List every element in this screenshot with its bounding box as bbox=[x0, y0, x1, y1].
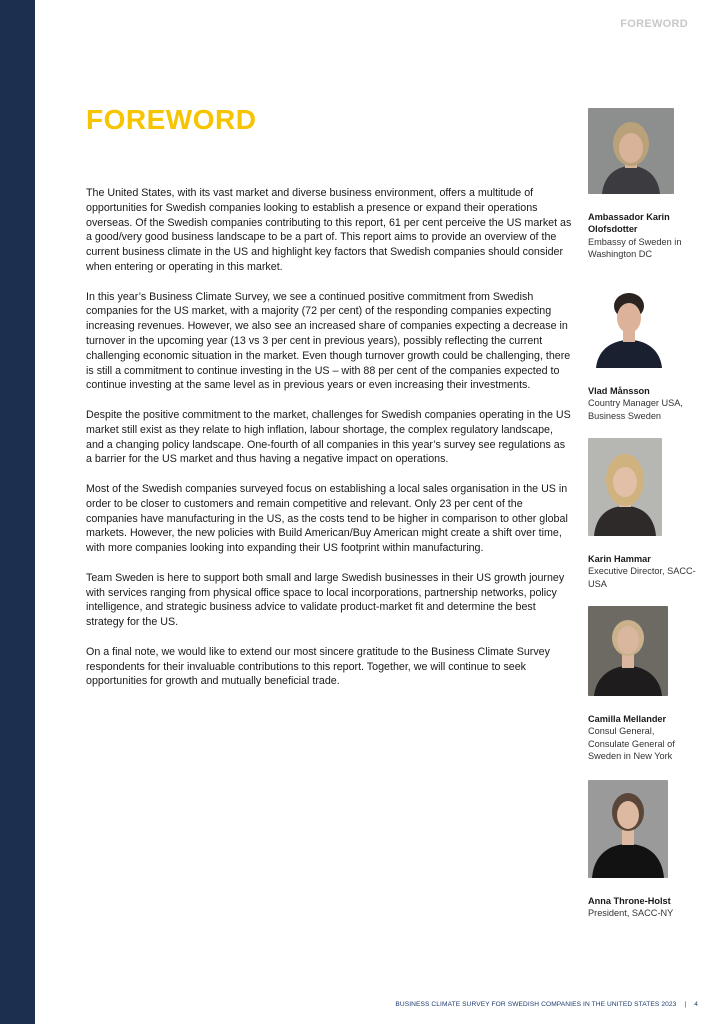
portrait-photo bbox=[588, 606, 668, 696]
person-name: Vlad Månsson bbox=[588, 386, 650, 396]
person-name: Anna Throne-Holst bbox=[588, 896, 671, 906]
person-role: Country Manager USA, Business Sweden bbox=[588, 398, 683, 421]
person-name: Ambassador Karin Olofsdotter bbox=[588, 212, 670, 235]
photo-face bbox=[617, 801, 639, 829]
footer bbox=[395, 1001, 698, 1008]
page-number: 4 bbox=[694, 1001, 698, 1008]
paragraph: Despite the positive commitment to the market, challenges for Swedish companies operating in the US market still exist as they relate to high inflation, labour shortage, the complex regulatory landscape, and a changing policy landscape. One-fourth of all companies in this year’s survey see regulations as a barrier for the US market and thus having a negative impact on operations. bbox=[86, 408, 571, 466]
paragraph: Most of the Swedish companies surveyed focus on establishing a local sales organisation in the US in order to be closer to customers and remain competitive and relevant. Only 23 per cent of the companies have manufacturing in the US, as the costs tend to be higher in comparison to other global markets. However, the new policies with Build American/Buy American might create a shift over time, with more companies looking into expanding their US footprint within manufacturing. bbox=[86, 482, 568, 555]
paragraph: The United States, with its vast market and diverse business environment, offers a multitude of opportunities for Swedish companies looking to establish a presence or expand their operations overseas. Of the Swedish companies contributing to this report, 61 per cent perceive the US market as a good/very good business landscape to be a part of. This report aims to provide an overview of the current business climate in the US and highlight key factors that Swedish companies should consider when entering or operating in this market. bbox=[86, 187, 572, 273]
person-card bbox=[588, 278, 698, 422]
portrait-photo bbox=[588, 108, 674, 194]
portrait-photo bbox=[588, 278, 670, 368]
person-role: Executive Director, SACC-USA bbox=[588, 566, 696, 589]
body-text bbox=[86, 186, 572, 704]
person-name: Karin Hammar bbox=[588, 554, 651, 564]
photo-face bbox=[617, 303, 641, 333]
portrait-photo bbox=[588, 438, 662, 536]
portrait-photo bbox=[588, 780, 668, 878]
footer-text: BUSINESS CLIMATE SURVEY FOR SWEDISH COMPANIES IN THE UNITED STATES 2023 bbox=[395, 1001, 677, 1008]
page-title: FOREWORD bbox=[86, 104, 257, 135]
person-name: Camilla Mellander bbox=[588, 714, 667, 724]
person-card bbox=[588, 606, 698, 763]
photo-face bbox=[619, 133, 643, 163]
paragraph: On a final note, we would like to extend our most sincere gratitude to the Business Climate Survey respondents for their invaluable contributions to this report. Together, we will continue to seek opportunities for growth and mutually beneficial trade. bbox=[86, 645, 550, 688]
sidebar-bar bbox=[0, 0, 35, 1024]
person-role: Embassy of Sweden in Washington DC bbox=[588, 236, 682, 260]
paragraph: Team Sweden is here to support both small and large Swedish businesses in their US growth journey with services ranging from physical office space to local incorporations, partnership networks, policy intelligence, and strategic business advice to validate product-market fit and determine the best strategy for the US. bbox=[86, 571, 565, 629]
person-card bbox=[588, 438, 698, 590]
paragraph: In this year’s Business Climate Survey, we see a continued positive commitment from Swedish companies for the US market, with a majority (72 per cent) of the responding companies expecting increasing revenues. However, we also see an increased share of companies expecting a decrease in turnover in the upcoming year (13 vs 3 per cent in previous years), possibly reflecting the current challenging economic situation in the market. Even though turnover growth could be challenging, there is still a commitment to continue investing in the US – with 88 per cent of the companies expected to continue investing at the same level as in previous years or even increasing their investments. bbox=[86, 290, 571, 392]
person-role: President, SACC-NY bbox=[588, 908, 674, 919]
person-card bbox=[588, 108, 698, 261]
running-head: FOREWORD bbox=[620, 18, 688, 30]
photo-face bbox=[617, 626, 639, 654]
photo-face bbox=[613, 467, 637, 497]
person-role: Consul General, Consulate General of Sweden in New York bbox=[588, 726, 675, 762]
footer-separator: | bbox=[684, 1001, 687, 1008]
person-card bbox=[588, 780, 698, 920]
